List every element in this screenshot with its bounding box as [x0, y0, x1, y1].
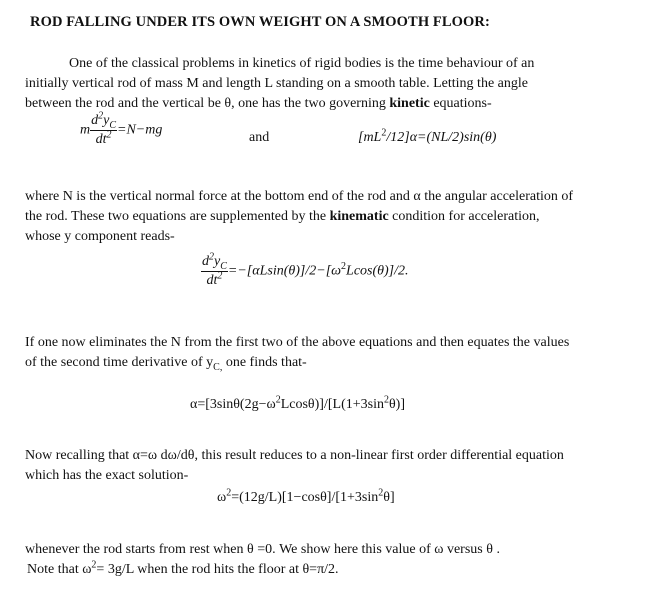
constraint-line-2-text: the rod. These two equations are supplemented by the [25, 209, 330, 224]
elimination-line-2 [25, 353, 631, 373]
equation-kinematic-acceleration: $\frac{d^2y_C}{dt^2}$ $=-[\alpha Lsin(\theta)]/2-[\omega^2Lcos(\theta)]/2$. [202, 251, 409, 288]
elimination-paragraph [25, 333, 631, 373]
elimination-line-2-end: one finds that- [222, 355, 307, 370]
page-title: ROD FALLING UNDER ITS OWN WEIGHT ON A SMOOTH FLOOR: [30, 14, 490, 30]
elimination-line-2-text: of the second time derivative of y [25, 355, 214, 370]
constraint-paragraph [25, 187, 631, 247]
equation-newton-vertical [80, 110, 163, 148]
eq1-denominator: $dt^2$ [95, 129, 112, 147]
intro-line-3 [25, 94, 631, 114]
elimination-line-1: If one now eliminates the N from the first two of the above equations and then equates the values [25, 335, 570, 350]
intro-paragraph [25, 54, 631, 114]
eq3-rhs: =−[αLsin(θ)]/2−[ω [227, 263, 342, 279]
yc-subscript: C, [213, 361, 223, 373]
kinematic-term: kinematic [329, 209, 389, 224]
constraint-line-2 [25, 207, 631, 227]
eq3-denominator: $dt^2$ [206, 270, 223, 288]
conclusion-paragraph [25, 540, 631, 580]
intro-line-1: One of the classical problems in kinetics of rigid bodies is the time behaviour of an [69, 56, 535, 71]
eq1-numerator: $d^2y_C$ [91, 110, 117, 131]
equation-and-connector: and [249, 130, 270, 145]
conclusion-line-2: Note that $\omega^2= 3g/L$ when the rod hits the floor at θ=π/2. [27, 559, 339, 577]
solution-line-1: Now recalling that α=ω dω/dθ, this result reduces to a non-linear first order differential equation [25, 448, 564, 463]
constraint-line-1: where N is the vertical normal force at the bottom end of the rod and α the angular acceleration of [25, 189, 574, 204]
eq3-numerator: $d^2y_C$ [202, 251, 227, 272]
constraint-line-3: whose y component reads- [25, 229, 175, 244]
eq3-fraction [201, 251, 228, 289]
equation-exact-solution: $\omega^2=(12g/L)[1-\cos\theta]/[1+3\sin^2\theta]$ [217, 487, 395, 505]
equation-angular-acceleration: $\alpha=[3\sin\theta(2g-\omega^2Lcos\theta)]/[L(1+3\sin^2\theta)]$ [190, 394, 405, 412]
solution-paragraph [25, 446, 631, 486]
intro-line-3-end: equations- [429, 96, 492, 111]
eq1-mass: m [80, 122, 91, 138]
intro-line-3-text: between the rod and the vertical be θ, one has the two governing [25, 96, 390, 111]
conclusion-line-1: whenever the rod starts from rest when θ =0. We show here this value of ω versus θ . [25, 542, 500, 557]
equation-angular-momentum: $[mL^2/12]\alpha=(NL/2)\sin(\theta)$ [358, 127, 497, 145]
constraint-line-2-end: condition for acceleration, [388, 209, 540, 224]
intro-line-2: initially vertical rod of mass M and length L standing on a smooth table. Letting the angle [25, 76, 528, 91]
kinetic-term: kinetic [389, 96, 430, 111]
solution-line-2: which has the exact solution- [25, 468, 189, 483]
eq1-fraction [90, 110, 117, 148]
eq1-rhs: =N−mg [117, 122, 163, 138]
